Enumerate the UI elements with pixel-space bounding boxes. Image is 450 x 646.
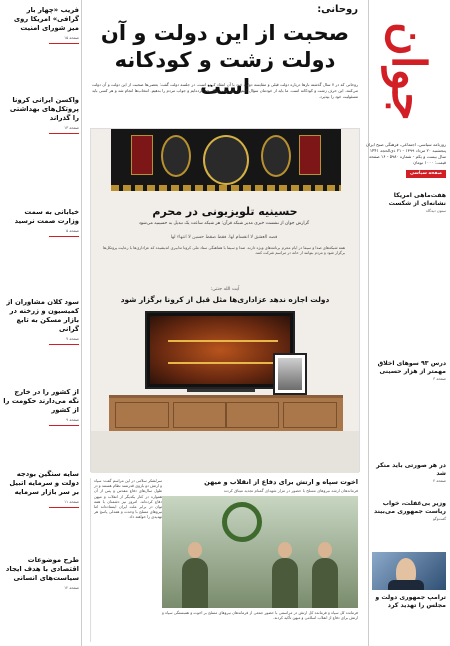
story-title: خیابانی به سمت وزارت صمت نرسید <box>14 208 79 225</box>
ceremony-photo <box>162 496 358 608</box>
right-story[interactable] <box>372 594 446 610</box>
logo-text: جوان <box>382 21 436 121</box>
floor <box>91 431 359 473</box>
poster-body: همه شبکه‌های صدا و سیما در ایام محرم برنامه‌های ویژه دارند. صدا و سیما با هماهنگی ستاد ملی کرونا تدابیری اندیشیده که عزاداری‌ها با رعایت پروتکل‌ها برگزار شود و مردم بتوانند از خانه در مراسم شرکت کنند. <box>103 245 345 256</box>
masthead-info <box>365 142 446 181</box>
masthead-column <box>365 0 450 646</box>
portrait-image <box>278 358 302 390</box>
bottom-subhead: فرماندهان ارشد نیروهای مسلح با حضور در مزار شهدای گمنام تجدید میثاق کردند <box>223 488 358 493</box>
masthead-info-line: قیمت: ۱۰۰۰ تومان <box>413 160 446 165</box>
right-story[interactable] <box>372 192 446 213</box>
poster-quote: قصه العشق لا انقسام لها. فقط ضقط حسین لا انتهاء لها <box>170 235 278 240</box>
story-ref: صفحه ۱۲ <box>64 585 79 590</box>
story-title: درس ۹۳ سوهای اخلاق مهمتر از هزار حسینی <box>377 360 446 375</box>
story-ref: ستون دیدگاه <box>426 208 446 213</box>
portrait-photo <box>372 552 446 590</box>
person-head <box>188 542 202 558</box>
divider <box>49 507 79 508</box>
story-ref: صفحه ۱۱ <box>64 499 79 504</box>
divider <box>49 425 79 426</box>
story-ref: صفحه ۵ <box>66 228 79 233</box>
front-page-center <box>86 0 364 646</box>
lead-paragraph: روحانی که در ۷ سال گذشته بارها درباره دولت قبلی و مقایسه دولت خود با آن انتقاد کرده است، در جلسه دولت گفت: بعضی‌ها صحبت از این دولت و آن دولت می‌کنند. این حرف زشت و کودکانه است. ما باید از خودمان سؤال کنیم در این هفت سال چه کرده‌ایم و جواب مردم را بدهیم. انتخاب‌ها انجام شد و هر کسی باید مسئولیت خود را بپذیرد. <box>92 82 358 99</box>
right-story[interactable] <box>372 462 446 483</box>
story-title: هفت‌ماهی امریکا نشانه‌ای از شکست <box>388 192 446 207</box>
portrait-suit <box>388 580 424 590</box>
masthead-info-line: روزنامه سیاسی، اجتماعی، فرهنگی صبح ایران <box>365 142 446 147</box>
cabinet-door <box>283 402 337 428</box>
story-title: در هر صورتی باید منکر شد <box>376 462 446 477</box>
story-ref: صفحه ۳ <box>433 376 446 381</box>
divider <box>49 344 79 345</box>
calligraphy-oval <box>261 135 291 177</box>
story-title: سایه سنگین بودجه دولت و سرمایه اتبیل بر سر بازار سرمایه <box>9 470 79 496</box>
poster-title: حسینیه تلویزیونی در محرم <box>152 205 298 218</box>
story-ref: صفحه ۱۵ <box>64 35 79 40</box>
story-ref: صفحه ۷ <box>66 336 79 341</box>
calligraphy-oval <box>161 135 191 177</box>
newspaper-logo[interactable] <box>372 4 446 138</box>
cabinet-door <box>115 402 169 428</box>
story-title: سود کلان مشاوران از کمیسیون و زرخنه در بازار مسکن به تابع گرانی <box>6 298 79 333</box>
left-story[interactable] <box>3 208 79 237</box>
left-story[interactable] <box>3 6 79 44</box>
masthead-info-line: پنجشنبه ۲۰ مرداد ۱۳۹۹ - ۲۱ ذی‌الحجه ۱۴۴۱ <box>369 148 446 153</box>
flag-shape <box>299 135 321 175</box>
right-story[interactable] <box>372 360 446 381</box>
left-story[interactable] <box>3 556 79 590</box>
left-story[interactable] <box>3 388 79 426</box>
tv-screen <box>150 316 290 384</box>
flag-shape <box>131 135 153 175</box>
story-title: فریب «چهار بار گرافی» امریکا روی میز شورای امنیت <box>13 6 79 32</box>
portrait-frame <box>273 353 307 395</box>
person <box>182 558 208 608</box>
main-headline[interactable]: صحبت از این دولت و آن دولت زشت و کودکانه است <box>100 21 350 99</box>
bottom-side-text: سرلشکر سلامی در این مراسم گفت: سپاه و ارتش دو بازوی قدرتمند نظام هستند و در طول سال‌های دفاع مقدس و پس از آن همواره در کنار یکدیگر از انقلاب و میهن دفاع کرده‌اند. امروز نیز دشمنان با همه توان در برابر ملت ایران ایستاده‌اند اما نیروهای مسلح با وحدت و همدلی پاسخ هر تهدیدی را خواهند داد. <box>90 478 162 642</box>
calligraphy-oval-center <box>203 135 249 185</box>
story-title: واکسن ایرانی کرونا پروتکل‌های بهداشتی را گذراند <box>9 96 79 122</box>
person <box>312 558 338 608</box>
left-story[interactable] <box>3 470 79 508</box>
story-ref: صفحه ۹ <box>66 417 79 422</box>
left-story[interactable] <box>3 96 79 134</box>
black-tapestry <box>111 129 341 191</box>
story-ref: گفت‌وگو <box>432 516 446 521</box>
tv-calligraphy <box>168 340 278 364</box>
section-badge: صفحه سیاسی <box>406 170 446 178</box>
poster-subhead: دولت اجازه ندهد عزاداری‌ها مثل قبل از کرونا برگزار شود <box>120 295 330 304</box>
left-news-column <box>0 0 82 646</box>
story-title: ترامپ جمهوری دولت و مجلس را تهدید کرد <box>375 594 446 609</box>
bottom-headline[interactable]: اخوت سپاه و ارتش برای دفاع از انقلاب و میهن <box>204 478 358 486</box>
poster-label: آیت الله جنتی: <box>210 287 240 292</box>
person <box>272 558 298 608</box>
story-title: از کشور را در خارج نگه می‌دارند حکومت را از کشور <box>3 388 79 414</box>
right-story[interactable] <box>372 500 446 521</box>
muharram-poster[interactable] <box>90 128 360 472</box>
tv-stand <box>187 389 255 392</box>
bottom-caption: فرمانده کل سپاه و فرمانده کل ارتش در مراسمی با حضور جمعی از فرماندهان نیروهای مسلح بر اخوت و همبستگی سپاه و ارتش برای دفاع از انقلاب اسلامی و میهن تأکید کردند. <box>162 610 358 621</box>
wooden-cabinet <box>109 395 343 431</box>
headline-kicker: روحانی: <box>317 4 358 15</box>
story-ref: صفحه ۴ <box>433 478 446 483</box>
masthead-info-line: سال بیست و یکم - شماره ۵۹۸۰ - ۱۶ صفحه <box>369 154 446 159</box>
story-title: وزیر بی‌غفلت، خواب ریاست جمهوری می‌بیند <box>374 500 446 515</box>
left-story[interactable] <box>3 298 79 345</box>
person-head <box>318 542 332 558</box>
divider <box>49 133 79 134</box>
wreath <box>222 502 262 542</box>
cabinet-door <box>225 402 279 428</box>
person-head <box>278 542 292 558</box>
story-title: طرح موضوعات اقتصادی با هدف ایجاد سیاست‌های انسانی <box>5 556 79 582</box>
divider <box>49 236 79 237</box>
poster-subtitle: گزارش جوان از نشست خبری مدیر شبکه قرآن: هر شبکه ساعت یک تبدیل به حسینیه می‌شود <box>138 221 310 226</box>
gold-fringe <box>111 185 341 191</box>
story-ref: صفحه ۱۳ <box>64 125 79 130</box>
divider <box>49 43 79 44</box>
cabinet-door <box>173 402 227 428</box>
